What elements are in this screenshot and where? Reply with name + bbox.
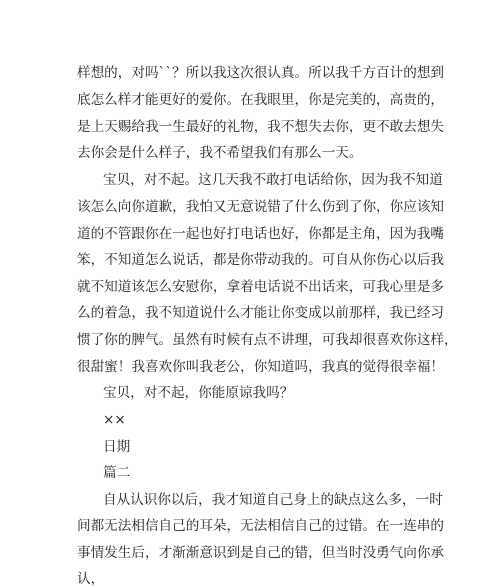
text-line: 是上天赐给我一生最好的礼物，我不想失去你，更不敢去想失: [77, 119, 445, 135]
paragraph-first-line: 自从认识你以后，我才知道自己身上的缺点这么多，一时: [103, 492, 443, 508]
text-line: 惯了你的脾气。虽然有时候有点不讲理，可我却很喜欢你这样，: [77, 332, 458, 348]
text-line: 事情发生后，才渐渐意识到是自己的错，但当时没勇气向你承: [77, 545, 445, 561]
text-line: 很甜蜜！我喜欢你叫我老公，你知道吗，我真的觉得很幸福！: [77, 359, 445, 375]
text-line: 认，: [77, 571, 105, 587]
text-line: 笨，不知道怎么说话，都是你带动我的。可自从你伤心以后我: [77, 252, 445, 268]
date-label: 日期: [103, 439, 131, 455]
text-line: 底怎么样才能更好的爱你。在我眼里，你是完美的，高贵的，: [77, 92, 445, 108]
section-heading: 篇二: [103, 465, 131, 481]
text-line: 间都无法相信自己的耳朵，无法相信自己的过错。在一连串的: [77, 518, 445, 534]
paragraph-first-line: 宝贝，对不起，你能原谅我吗？: [103, 385, 294, 401]
text-line: 么的着急，我不知道说什么才能让你变成以前那样，我已经习: [77, 305, 445, 321]
text-line: 道的不管跟你在一起也好打电话也好，你都是主角，因为我嘴: [77, 226, 445, 242]
text-line: 就不知道该怎么安慰你，拿着电话说不出话来，可我心里是多: [77, 279, 445, 295]
text-line: 该怎么向你道歉，我怕又无意说错了什么伤到了你，你应该知: [77, 199, 445, 215]
text-line: 样想的，对吗``？所以我这次很认真。所以我千方百计的想到: [77, 65, 445, 81]
signature: ××: [103, 412, 126, 428]
paragraph-first-line: 宝贝，对不起。这几天我不敢打电话给你，因为我不知道: [103, 172, 443, 188]
text-line: 去你会是什么样子，我不希望我们有那么一天。: [77, 145, 363, 161]
